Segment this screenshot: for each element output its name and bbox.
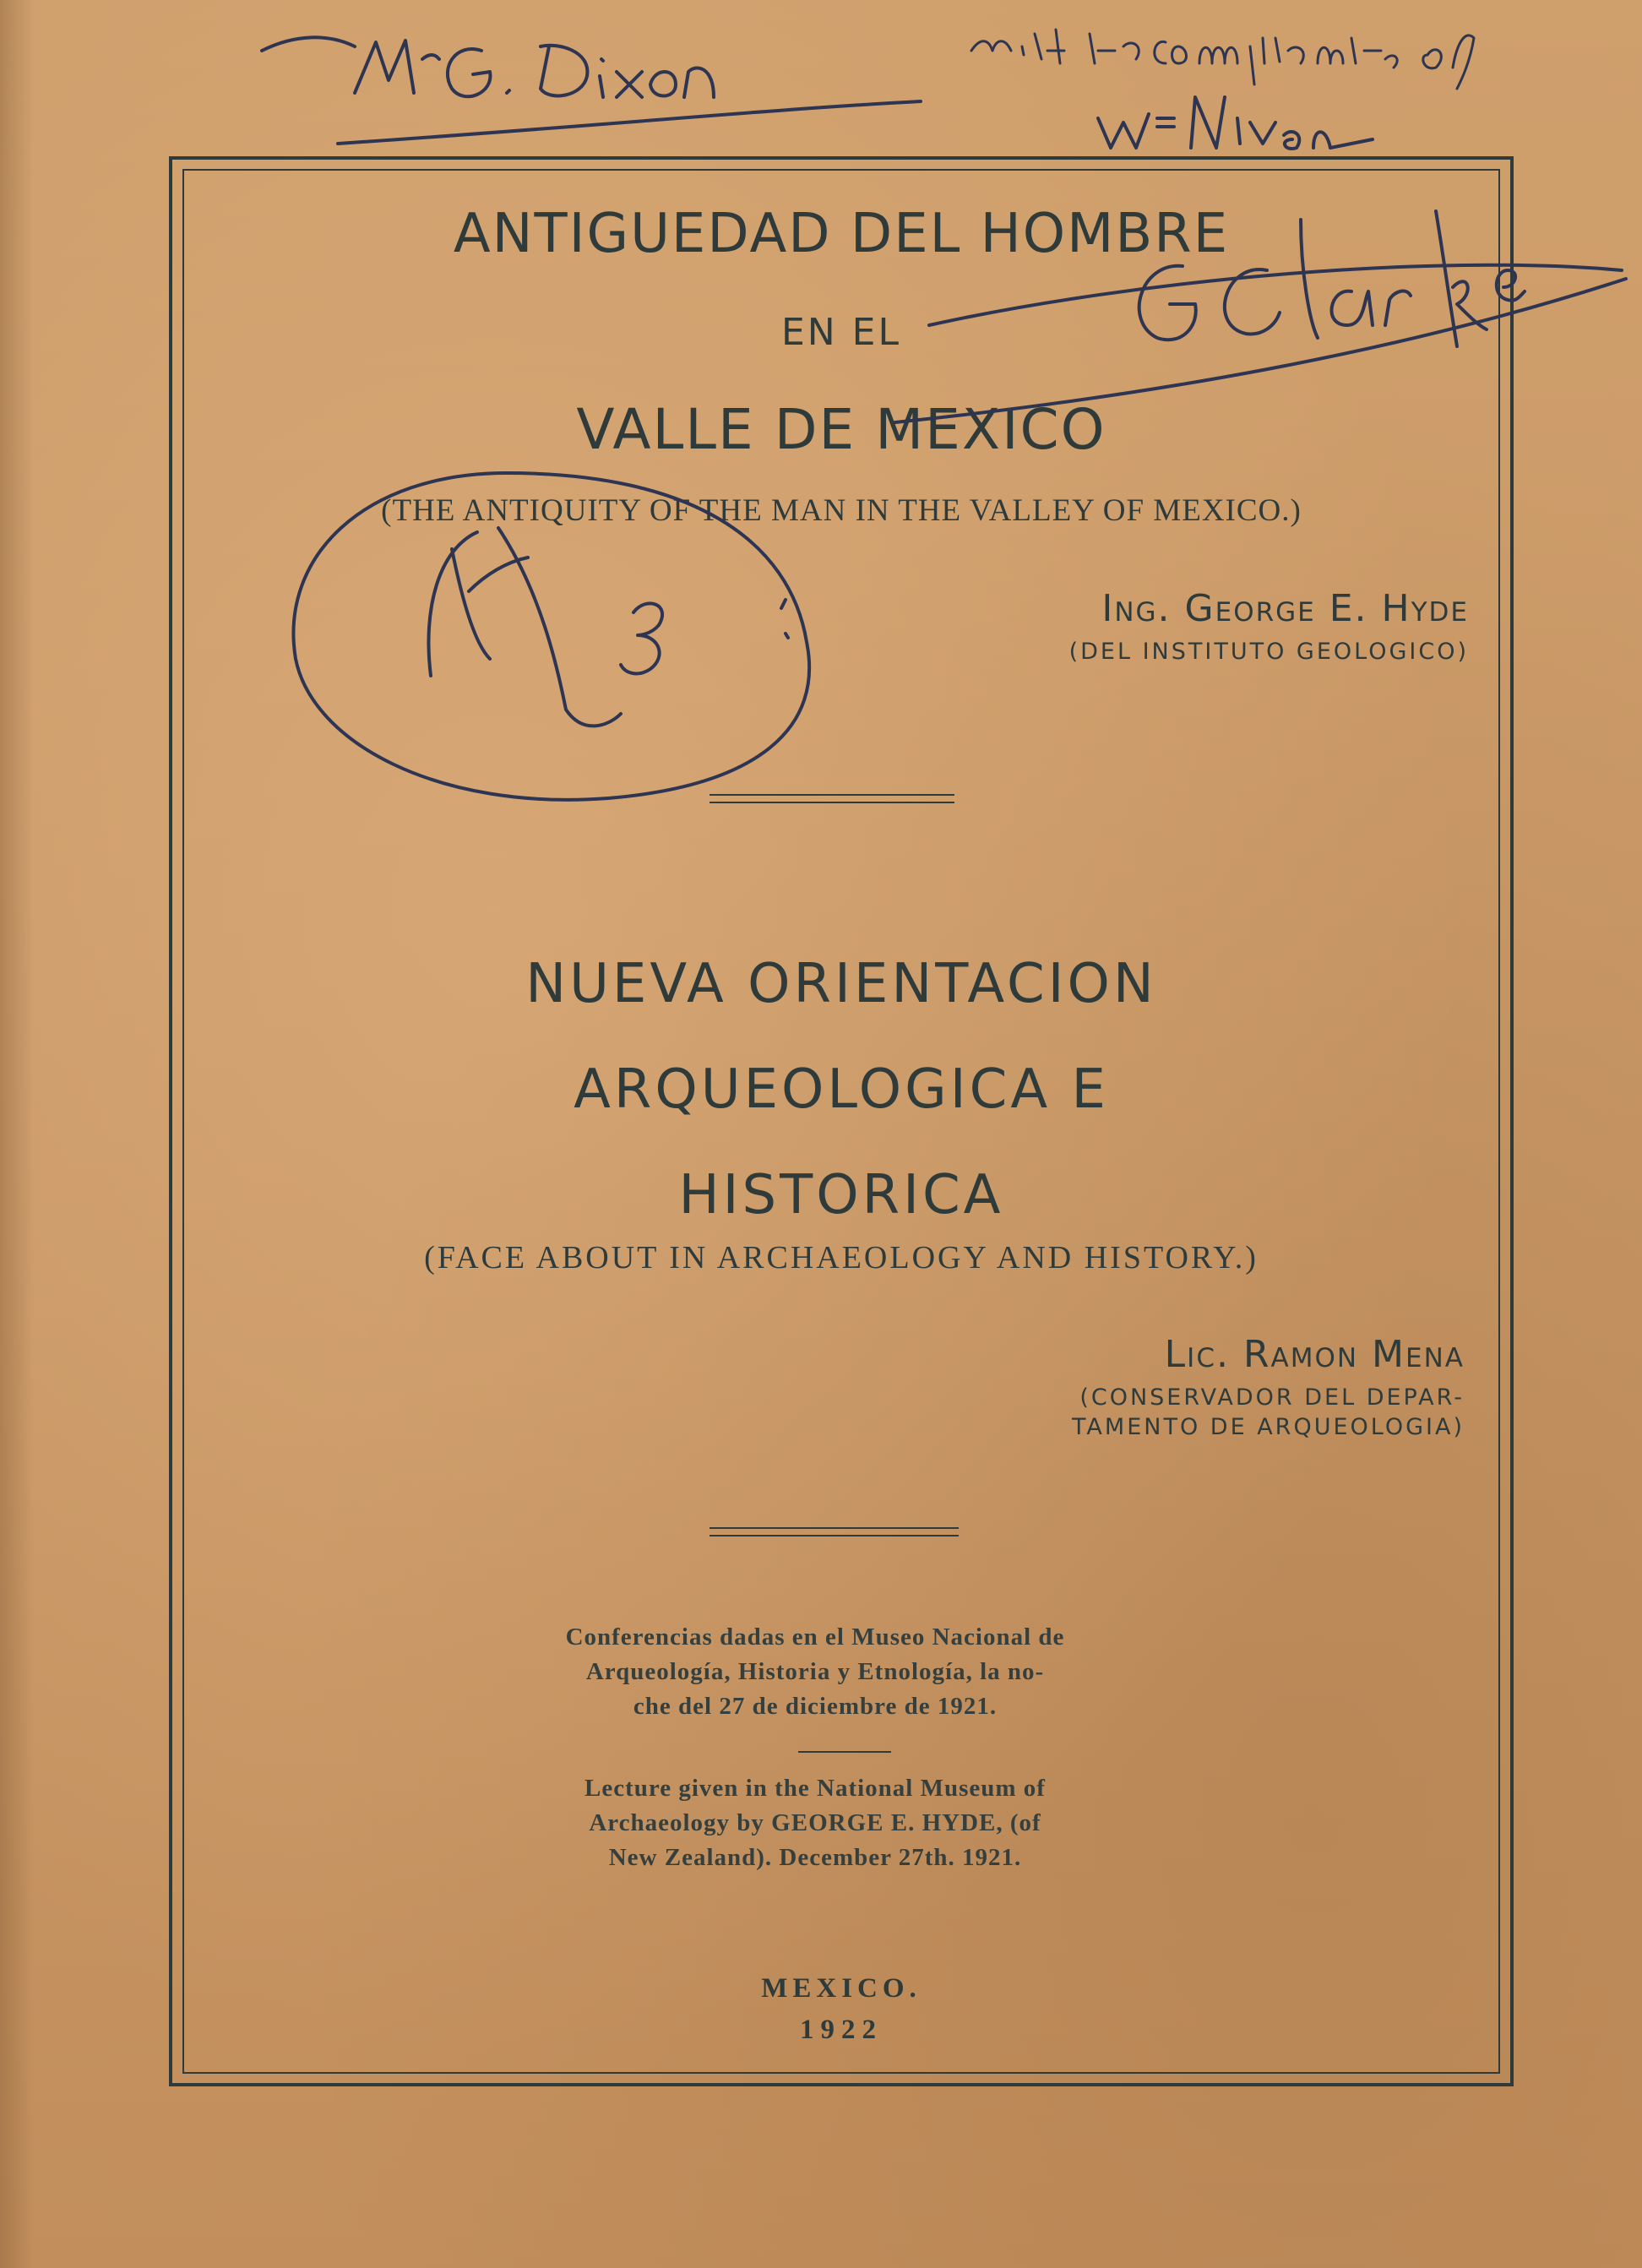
spanish-note-line-1: Conferencias dadas en el Museo Nacional de xyxy=(565,1623,1065,1651)
second-title-line-2: ARQUEOLOGICA E xyxy=(574,1058,1109,1121)
english-note-line-3: New Zealand). December 27th. 1921. xyxy=(608,1844,1022,1871)
second-title-line-1: NUEVA ORIENTACION xyxy=(525,953,1157,1015)
author-1-institution: (DEL INSTITUTO GEOLOGICO) xyxy=(1068,639,1469,665)
handwritten-clarke-signature xyxy=(895,211,1626,422)
author-2-institution-line-2: TAMENTO DE ARQUEOLOGIA) xyxy=(1072,1414,1465,1441)
english-note-line-1: Lecture given in the National Museum of xyxy=(584,1775,1046,1802)
spanish-note-line-2: Arqueología, Historia y Etnología, la no- xyxy=(585,1658,1045,1685)
handwritten-dedication-name xyxy=(262,37,921,144)
author-2-name: Lic. Ramon Mena xyxy=(1164,1333,1465,1376)
publication-place: MEXICO. xyxy=(761,1973,922,2004)
handwritten-compliments-line xyxy=(971,30,1474,89)
title-line-1: ANTIGUEDAD DEL HOMBRE xyxy=(453,203,1230,265)
title-line-2: EN EL xyxy=(780,311,901,354)
author-1-name: Ing. George E. Hyde xyxy=(1101,587,1469,630)
author-2-institution-line-1: (CONSERVADOR DEL DEPAR- xyxy=(1079,1384,1465,1411)
publication-year: 1922 xyxy=(800,2015,883,2045)
spanish-note-line-3: che del 27 de diciembre de 1921. xyxy=(633,1693,998,1720)
stamp-number-3 xyxy=(621,603,662,673)
title-line-3: VALLE DE MEXICO xyxy=(576,397,1106,462)
english-note-line-2: Archaeology by GEORGE E. HYDE, (of xyxy=(589,1809,1041,1836)
handwritten-circle-mark xyxy=(293,473,809,800)
handwritten-niven-signature xyxy=(1098,97,1373,149)
second-title-translation: (FACE ABOUT IN ARCHAEOLOGY AND HISTORY.) xyxy=(424,1240,1259,1275)
second-title-line-3: HISTORICA xyxy=(678,1164,1004,1226)
title-translation: (THE ANTIQUITY OF THE MAN IN THE VALLEY OF MEXICO.) xyxy=(381,493,1302,528)
